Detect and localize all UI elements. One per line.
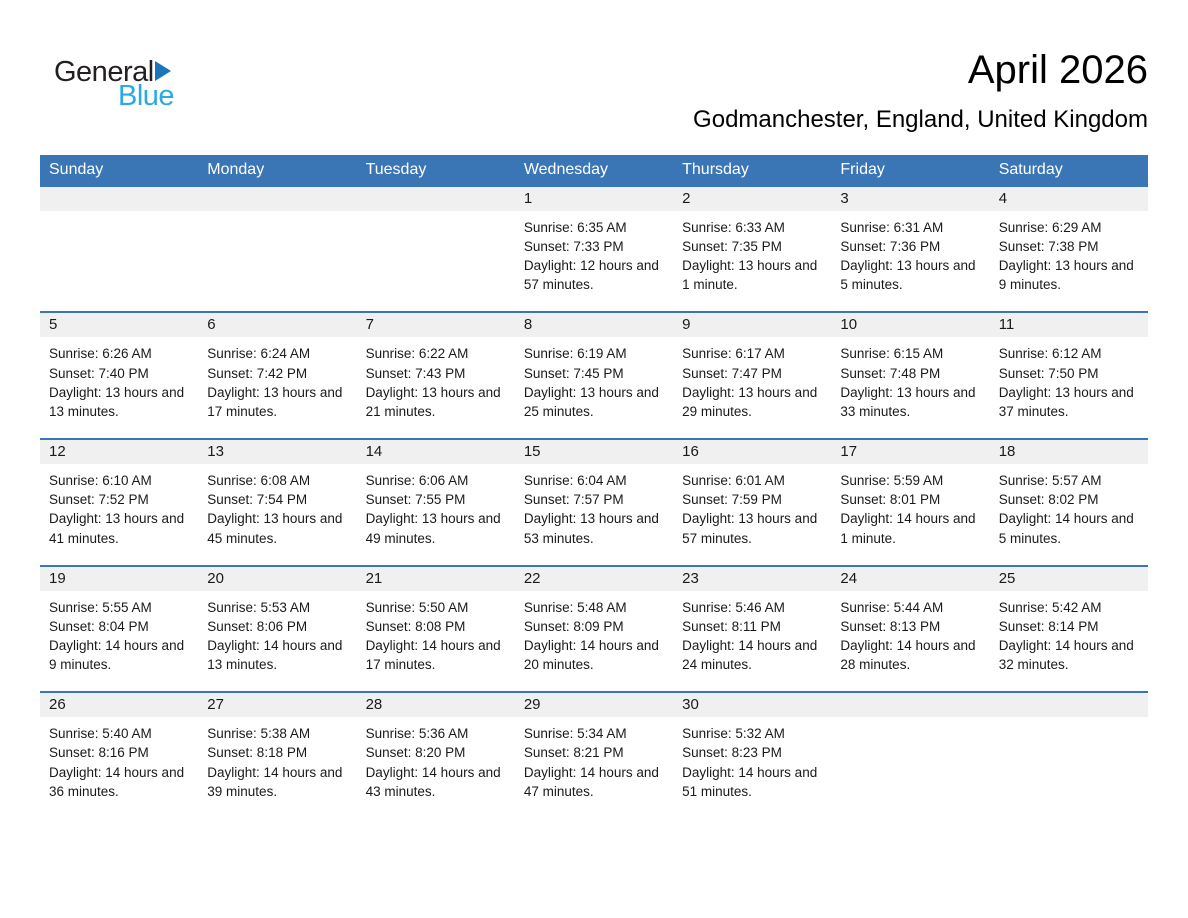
empty-day-cell <box>831 692 989 818</box>
daylight-text: Daylight: 14 hours and 39 minutes. <box>207 764 343 799</box>
day-details <box>673 337 831 438</box>
weekday-header-wednesday: Wednesday <box>515 155 673 186</box>
day-cell <box>673 566 831 693</box>
daylight-text: Daylight: 14 hours and 47 minutes. <box>523 764 659 799</box>
day-cell <box>990 566 1148 693</box>
sunrise-text: Sunrise: 5:36 AM <box>365 726 469 742</box>
week-row <box>40 439 1148 566</box>
daylight-text: Daylight: 14 hours and 9 minutes. <box>49 637 185 673</box>
day-details <box>198 337 356 438</box>
page-header <box>40 0 1148 135</box>
weekday-header-row <box>40 155 1148 186</box>
day-number <box>40 187 198 211</box>
sunrise-text: Sunrise: 6:31 AM <box>840 219 944 235</box>
day-number: 13 <box>198 440 356 464</box>
empty-day-cell <box>357 186 515 313</box>
day-details <box>673 717 831 818</box>
day-cell <box>673 312 831 439</box>
day-number: 27 <box>198 693 356 717</box>
day-details <box>40 591 198 692</box>
sunset-text: Sunset: 8:21 PM <box>523 745 624 761</box>
empty-day-cell <box>198 186 356 313</box>
day-number: 29 <box>515 693 673 717</box>
sunset-text: Sunset: 8:20 PM <box>365 745 466 761</box>
sunset-text: Sunset: 7:59 PM <box>682 492 782 508</box>
sunset-text: Sunset: 8:18 PM <box>207 745 308 761</box>
daylight-text: Daylight: 14 hours and 13 minutes. <box>207 637 343 673</box>
daylight-text: Daylight: 14 hours and 32 minutes. <box>998 637 1134 673</box>
logo-text-general: General <box>54 56 154 88</box>
day-cell <box>990 439 1148 566</box>
week-row <box>40 186 1148 313</box>
day-details <box>515 464 673 565</box>
day-cell <box>515 566 673 693</box>
day-details <box>673 464 831 565</box>
sunrise-text: Sunrise: 6:06 AM <box>365 473 469 489</box>
sunset-text: Sunset: 8:04 PM <box>49 618 149 634</box>
day-number: 15 <box>515 440 673 464</box>
day-details <box>831 464 989 565</box>
day-details <box>990 211 1148 312</box>
daylight-text: Daylight: 13 hours and 9 minutes. <box>998 258 1134 293</box>
sunset-text: Sunset: 7:55 PM <box>365 492 466 508</box>
sunset-text: Sunset: 7:36 PM <box>840 238 941 254</box>
sunset-text: Sunset: 7:42 PM <box>207 365 308 381</box>
day-details <box>40 464 198 565</box>
day-cell <box>515 312 673 439</box>
day-details <box>357 464 515 565</box>
daylight-text: Daylight: 13 hours and 25 minutes. <box>523 384 659 419</box>
day-cell <box>515 186 673 313</box>
day-number: 16 <box>673 440 831 464</box>
day-cell <box>198 312 356 439</box>
sunset-text: Sunset: 7:47 PM <box>682 365 782 381</box>
calendar-head <box>40 155 1148 186</box>
day-number: 18 <box>990 440 1148 464</box>
sunset-text: Sunset: 8:06 PM <box>207 618 308 634</box>
sunrise-text: Sunrise: 6:22 AM <box>365 346 469 362</box>
daylight-text: Daylight: 13 hours and 49 minutes. <box>365 511 501 546</box>
day-cell <box>40 566 198 693</box>
daylight-text: Daylight: 13 hours and 37 minutes. <box>998 384 1134 419</box>
sunrise-text: Sunrise: 6:12 AM <box>998 346 1102 362</box>
sunrise-text: Sunrise: 5:40 AM <box>49 726 152 742</box>
day-cell <box>40 439 198 566</box>
day-details <box>831 337 989 438</box>
day-cell <box>673 439 831 566</box>
sunrise-text: Sunrise: 6:29 AM <box>998 219 1102 235</box>
day-cell <box>357 692 515 818</box>
sunset-text: Sunset: 7:57 PM <box>523 492 624 508</box>
daylight-text: Daylight: 13 hours and 1 minute. <box>682 258 818 293</box>
day-number: 19 <box>40 567 198 591</box>
sunset-text: Sunset: 7:33 PM <box>523 238 624 254</box>
sunrise-text: Sunrise: 5:57 AM <box>998 473 1102 489</box>
day-number: 20 <box>198 567 356 591</box>
sunset-text: Sunset: 8:13 PM <box>840 618 941 634</box>
day-cell <box>357 312 515 439</box>
sunrise-text: Sunrise: 6:26 AM <box>49 346 152 362</box>
sunrise-text: Sunrise: 6:33 AM <box>682 219 785 235</box>
sunset-text: Sunset: 8:16 PM <box>49 745 149 761</box>
sunset-text: Sunset: 7:40 PM <box>49 365 149 381</box>
sunrise-text: Sunrise: 5:50 AM <box>365 599 469 615</box>
day-number: 1 <box>515 187 673 211</box>
daylight-text: Daylight: 13 hours and 29 minutes. <box>682 384 818 419</box>
sunrise-text: Sunrise: 6:24 AM <box>207 346 311 362</box>
daylight-text: Daylight: 13 hours and 13 minutes. <box>49 384 185 419</box>
daylight-text: Daylight: 13 hours and 45 minutes. <box>207 511 343 546</box>
day-details <box>357 337 515 438</box>
day-number: 12 <box>40 440 198 464</box>
sunset-text: Sunset: 7:43 PM <box>365 365 466 381</box>
day-number: 14 <box>357 440 515 464</box>
sunrise-text: Sunrise: 5:46 AM <box>682 599 785 615</box>
sunset-text: Sunset: 7:35 PM <box>682 238 782 254</box>
day-number <box>990 693 1148 717</box>
sunrise-text: Sunrise: 5:53 AM <box>207 599 311 615</box>
daylight-text: Daylight: 14 hours and 51 minutes. <box>682 764 818 799</box>
sunset-text: Sunset: 8:14 PM <box>998 618 1099 634</box>
daylight-text: Daylight: 14 hours and 28 minutes. <box>840 637 976 673</box>
logo-flag-icon <box>155 61 171 81</box>
page-subtitle: Godmanchester, England, United Kingdom <box>693 106 1148 133</box>
day-number: 25 <box>990 567 1148 591</box>
day-cell <box>357 439 515 566</box>
day-details <box>831 211 989 312</box>
day-number <box>198 187 356 211</box>
sunrise-text: Sunrise: 5:42 AM <box>998 599 1102 615</box>
empty-day-cell <box>990 692 1148 818</box>
day-details <box>990 464 1148 565</box>
day-number: 11 <box>990 313 1148 337</box>
day-details <box>198 591 356 692</box>
sunrise-text: Sunrise: 5:59 AM <box>840 473 944 489</box>
day-details <box>40 717 198 818</box>
day-number: 30 <box>673 693 831 717</box>
day-number: 4 <box>990 187 1148 211</box>
daylight-text: Daylight: 14 hours and 36 minutes. <box>49 764 185 799</box>
sunrise-text: Sunrise: 5:48 AM <box>523 599 627 615</box>
weekday-header-monday: Monday <box>198 155 356 186</box>
day-cell <box>831 186 989 313</box>
day-details <box>673 211 831 312</box>
day-number <box>831 693 989 717</box>
daylight-text: Daylight: 14 hours and 5 minutes. <box>998 511 1134 546</box>
sunset-text: Sunset: 7:48 PM <box>840 365 941 381</box>
sunrise-text: Sunrise: 5:32 AM <box>682 726 785 742</box>
sunset-text: Sunset: 8:09 PM <box>523 618 624 634</box>
calendar-table <box>40 155 1148 818</box>
day-number: 6 <box>198 313 356 337</box>
sunrise-text: Sunrise: 6:19 AM <box>523 346 627 362</box>
day-cell <box>198 692 356 818</box>
sunrise-text: Sunrise: 5:44 AM <box>840 599 944 615</box>
sunrise-text: Sunrise: 6:35 AM <box>523 219 627 235</box>
sunrise-text: Sunrise: 5:55 AM <box>49 599 152 615</box>
sunset-text: Sunset: 8:08 PM <box>365 618 466 634</box>
sunset-text: Sunset: 8:11 PM <box>682 618 781 634</box>
day-details <box>515 591 673 692</box>
day-number: 7 <box>357 313 515 337</box>
daylight-text: Daylight: 14 hours and 17 minutes. <box>365 637 501 673</box>
daylight-text: Daylight: 14 hours and 1 minute. <box>840 511 976 546</box>
sunrise-text: Sunrise: 6:17 AM <box>682 346 785 362</box>
day-number: 8 <box>515 313 673 337</box>
weekday-header-tuesday: Tuesday <box>357 155 515 186</box>
day-number: 22 <box>515 567 673 591</box>
day-cell <box>673 186 831 313</box>
week-row <box>40 692 1148 818</box>
day-cell <box>831 566 989 693</box>
day-number: 17 <box>831 440 989 464</box>
day-number: 23 <box>673 567 831 591</box>
sunset-text: Sunset: 8:02 PM <box>998 492 1099 508</box>
weekday-header-friday: Friday <box>831 155 989 186</box>
calendar-body <box>40 186 1148 818</box>
general-blue-logo <box>40 50 174 111</box>
sunset-text: Sunset: 7:38 PM <box>998 238 1099 254</box>
day-number: 10 <box>831 313 989 337</box>
day-number: 3 <box>831 187 989 211</box>
sunrise-text: Sunrise: 5:34 AM <box>523 726 627 742</box>
day-cell <box>515 692 673 818</box>
sunrise-text: Sunrise: 6:01 AM <box>682 473 785 489</box>
day-details <box>198 464 356 565</box>
sunset-text: Sunset: 7:54 PM <box>207 492 308 508</box>
day-details <box>198 717 356 818</box>
day-number <box>357 187 515 211</box>
sunset-text: Sunset: 8:23 PM <box>682 745 782 761</box>
day-details <box>40 337 198 438</box>
day-cell <box>40 692 198 818</box>
day-cell <box>198 439 356 566</box>
sunset-text: Sunset: 8:01 PM <box>840 492 941 508</box>
day-cell <box>198 566 356 693</box>
empty-day-cell <box>40 186 198 313</box>
day-cell <box>673 692 831 818</box>
day-cell <box>831 439 989 566</box>
sunrise-text: Sunrise: 6:10 AM <box>49 473 152 489</box>
day-cell <box>990 312 1148 439</box>
day-number: 26 <box>40 693 198 717</box>
day-details <box>357 717 515 818</box>
weekday-header-thursday: Thursday <box>673 155 831 186</box>
daylight-text: Daylight: 13 hours and 53 minutes. <box>523 511 659 546</box>
daylight-text: Daylight: 14 hours and 20 minutes. <box>523 637 659 673</box>
day-details <box>990 591 1148 692</box>
day-details <box>515 717 673 818</box>
daylight-text: Daylight: 12 hours and 57 minutes. <box>523 258 659 293</box>
daylight-text: Daylight: 13 hours and 21 minutes. <box>365 384 501 419</box>
daylight-text: Daylight: 14 hours and 43 minutes. <box>365 764 501 799</box>
day-number: 21 <box>357 567 515 591</box>
sunrise-text: Sunrise: 6:15 AM <box>840 346 944 362</box>
day-details <box>831 591 989 692</box>
weekday-header-saturday: Saturday <box>990 155 1148 186</box>
daylight-text: Daylight: 13 hours and 17 minutes. <box>207 384 343 419</box>
daylight-text: Daylight: 13 hours and 41 minutes. <box>49 511 185 546</box>
day-number: 5 <box>40 313 198 337</box>
day-details <box>515 337 673 438</box>
sunset-text: Sunset: 7:50 PM <box>998 365 1099 381</box>
sunrise-text: Sunrise: 5:38 AM <box>207 726 311 742</box>
page-title: April 2026 <box>967 48 1148 92</box>
day-number: 28 <box>357 693 515 717</box>
sunset-text: Sunset: 7:45 PM <box>523 365 624 381</box>
day-cell <box>515 439 673 566</box>
day-details <box>515 211 673 312</box>
sunrise-text: Sunrise: 6:04 AM <box>523 473 627 489</box>
daylight-text: Daylight: 13 hours and 5 minutes. <box>840 258 976 293</box>
day-details <box>990 337 1148 438</box>
day-cell <box>990 186 1148 313</box>
day-number: 24 <box>831 567 989 591</box>
day-cell <box>357 566 515 693</box>
sunset-text: Sunset: 7:52 PM <box>49 492 149 508</box>
title-block <box>693 50 1148 135</box>
logo-text-blue: Blue <box>118 80 175 112</box>
week-row <box>40 566 1148 693</box>
weekday-header-sunday: Sunday <box>40 155 198 186</box>
daylight-text: Daylight: 13 hours and 57 minutes. <box>682 511 818 546</box>
day-number: 9 <box>673 313 831 337</box>
daylight-text: Daylight: 14 hours and 24 minutes. <box>682 637 818 673</box>
day-cell <box>40 312 198 439</box>
day-details <box>357 591 515 692</box>
day-details <box>673 591 831 692</box>
sunrise-text: Sunrise: 6:08 AM <box>207 473 311 489</box>
day-number: 2 <box>673 187 831 211</box>
daylight-text: Daylight: 13 hours and 33 minutes. <box>840 384 976 419</box>
week-row <box>40 312 1148 439</box>
day-cell <box>831 312 989 439</box>
